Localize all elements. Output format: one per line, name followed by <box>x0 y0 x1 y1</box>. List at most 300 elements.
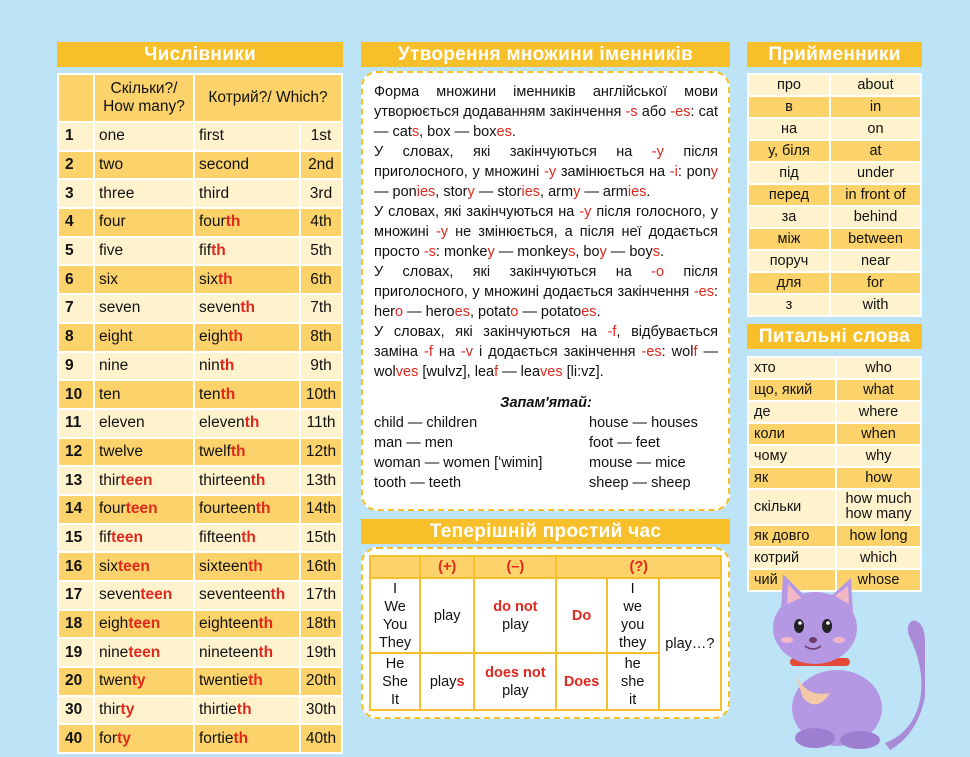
plural-text: . <box>596 304 601 320</box>
remember-table <box>374 413 718 493</box>
numeral-number: 4 <box>59 209 93 236</box>
plural-ending: ies <box>416 184 436 200</box>
ordinal-stem: four <box>199 213 226 231</box>
english-word: how long <box>837 526 920 546</box>
ps-negative-1 <box>474 578 556 653</box>
ordinal-stem: fif <box>199 242 212 260</box>
ordinal-suffix: th <box>241 528 256 546</box>
numeral-number: 30 <box>59 697 93 724</box>
ps-verb: play <box>502 616 529 633</box>
cardinal-stem: fif <box>99 528 112 546</box>
remember-row <box>374 433 718 453</box>
ps-negative-2 <box>474 653 556 710</box>
ps-positive-1: play <box>420 578 474 653</box>
remember-pair: child — children <box>374 415 478 431</box>
numeral-number: 7 <box>59 295 93 322</box>
numeral-short: 15th <box>301 525 341 552</box>
cardinal-stem: four <box>99 500 126 518</box>
numerals-title: Числівники <box>57 42 343 67</box>
ps-pronouns-plural <box>370 578 420 653</box>
numeral-row <box>59 639 341 666</box>
plural-ending: f <box>494 364 499 380</box>
cardinal-stem: eleven <box>99 414 145 432</box>
plural-ending: -es <box>670 104 691 120</box>
ordinal-stem: six <box>199 270 218 288</box>
ukrainian-word: де <box>749 402 835 422</box>
numeral-row <box>59 324 341 351</box>
numeral-short: 30th <box>301 697 341 724</box>
ordinal-stem: seventeen <box>199 586 271 604</box>
remember-row <box>374 473 718 493</box>
numeral-short: 6th <box>301 266 341 293</box>
ordinal-stem: thirteen <box>199 471 251 489</box>
plural-rule <box>374 142 718 202</box>
numeral-row <box>59 266 341 293</box>
remember-block <box>374 393 718 493</box>
plural-ending: -f <box>607 324 617 340</box>
prepositions-row <box>749 273 920 293</box>
question-words-row <box>749 424 920 444</box>
question-words-row <box>749 446 920 466</box>
ps-pron: She <box>382 673 408 690</box>
ordinal-stem: sixteen <box>199 557 249 575</box>
cardinal-stem: eight <box>99 328 133 346</box>
plural-text: — monkey <box>494 244 569 260</box>
remember-row <box>374 453 718 473</box>
ps-aux-q-2: Does <box>556 653 606 710</box>
english-word: at <box>831 141 920 161</box>
ps-qpronouns-1 <box>607 578 659 653</box>
numeral-ordinal <box>195 553 299 580</box>
plural-ending: o <box>394 304 404 320</box>
remember-title: Запам'ятай: <box>500 395 592 411</box>
english-word: why <box>837 446 920 466</box>
numeral-number: 19 <box>59 639 93 666</box>
ps-positive-2 <box>420 653 474 710</box>
cardinal-stem: six <box>99 557 118 575</box>
ukrainian-word: як довго <box>749 526 835 546</box>
plural-ending: -y <box>651 144 664 160</box>
cat-paw-right <box>840 731 880 749</box>
numeral-number: 9 <box>59 353 93 380</box>
ps-head-blank <box>370 556 420 578</box>
ps-ending: s <box>456 673 465 690</box>
numeral-row <box>59 180 341 207</box>
plural-ending: ves <box>540 364 563 380</box>
plural-ending: s <box>411 124 420 140</box>
numeral-cardinal <box>95 582 193 609</box>
numeral-cardinal <box>95 525 193 552</box>
cat-nose <box>809 637 817 643</box>
cat-eye-left <box>794 619 804 633</box>
ordinal-suffix: th <box>255 500 271 518</box>
numeral-cardinal <box>95 611 193 638</box>
plural-text: — wol <box>374 344 718 380</box>
numeral-row <box>59 209 341 236</box>
numeral-number: 17 <box>59 582 93 609</box>
cardinal-suffix: ty <box>120 701 135 719</box>
numeral-row <box>59 295 341 322</box>
cat-paw-left <box>795 728 835 748</box>
plural-ending: -s <box>423 244 436 260</box>
prepositions-table <box>747 73 922 317</box>
ps-qpronouns-2 <box>607 653 659 710</box>
ukrainian-word: під <box>749 163 829 183</box>
ordinal-stem: first <box>199 127 224 145</box>
present-simple-box <box>361 547 730 719</box>
numeral-cardinal <box>95 353 193 380</box>
remember-row <box>374 413 718 433</box>
numeral-cardinal <box>95 410 193 437</box>
numeral-cardinal <box>95 324 193 351</box>
ordinal-suffix: th <box>244 414 260 432</box>
plural-ending: s <box>652 244 660 260</box>
numeral-row <box>59 353 341 380</box>
numerals-table <box>57 73 343 754</box>
numeral-ordinal <box>195 611 299 638</box>
numeral-cardinal <box>95 238 193 265</box>
ordinal-suffix: th <box>248 557 263 575</box>
ps-aux-neg: do not <box>493 598 538 615</box>
ordinal-suffix: th <box>250 471 266 489</box>
cat-eye-right <box>822 619 832 633</box>
numeral-ordinal <box>195 238 299 265</box>
cardinal-suffix: teen <box>125 500 158 518</box>
ordinal-suffix: th <box>258 615 274 633</box>
ps-pron: I <box>393 580 398 597</box>
ordinal-suffix: th <box>258 643 274 661</box>
remember-pair: house — houses <box>589 415 698 431</box>
plural-ending: f <box>693 344 698 360</box>
numeral-short: 20th <box>301 668 341 695</box>
numeral-short: 12th <box>301 439 341 466</box>
plural-text: : her <box>374 284 718 320</box>
plural-rules-text <box>374 82 718 382</box>
numeral-number: 3 <box>59 180 93 207</box>
numeral-ordinal <box>195 295 299 322</box>
plural-text: — stor <box>474 184 522 200</box>
numeral-short: 17th <box>301 582 341 609</box>
plural-text: на <box>432 344 461 360</box>
numeral-ordinal <box>195 639 299 666</box>
ordinal-suffix: th <box>270 586 286 604</box>
ukrainian-word: поруч <box>749 251 829 271</box>
question-words-row <box>749 526 920 546</box>
cardinal-suffix: ty <box>131 672 146 690</box>
numeral-number: 1 <box>59 123 93 150</box>
plural-ending: es <box>496 124 512 140</box>
cardinal-suffix: teen <box>117 557 150 575</box>
numeral-cardinal <box>95 467 193 494</box>
plural-ending: ves <box>395 364 419 380</box>
cardinal-stem: nine <box>99 356 129 374</box>
numeral-row <box>59 152 341 179</box>
plural-ending: -y <box>435 224 449 240</box>
ordinal-stem: eleven <box>199 414 245 432</box>
numeral-short: 5th <box>301 238 341 265</box>
numerals-header-cardinal: Скільки?/ How many? <box>95 75 193 121</box>
cardinal-stem: three <box>99 184 135 202</box>
ukrainian-word: хто <box>749 358 835 378</box>
cardinal-stem: two <box>99 156 124 174</box>
numeral-number: 10 <box>59 381 93 408</box>
numeral-ordinal <box>195 209 299 236</box>
cat-illustration <box>765 568 925 750</box>
ordinal-suffix: th <box>230 442 246 460</box>
plural-text: . <box>646 184 651 200</box>
numeral-short: 14th <box>301 496 341 523</box>
numerals-header-ordinal: Котрий?/ Which? <box>195 75 341 121</box>
ordinal-stem: eighteen <box>199 615 259 633</box>
ps-verb: play <box>502 682 529 699</box>
plural-text: , відбувається заміна <box>374 324 719 360</box>
numeral-row <box>59 439 341 466</box>
numeral-number: 8 <box>59 324 93 351</box>
cardinal-stem: twen <box>99 672 132 690</box>
plural-ending: y <box>467 184 475 200</box>
cardinal-stem: nine <box>99 643 129 661</box>
numeral-short: 19th <box>301 639 341 666</box>
ps-qverb: play…? <box>659 578 721 710</box>
plural-text: . <box>511 124 516 140</box>
ordinal-suffix: th <box>236 701 252 719</box>
numeral-row <box>59 238 341 265</box>
remember-pair: man — men <box>374 435 453 451</box>
prepositions-row <box>749 185 920 205</box>
numeral-number: 2 <box>59 152 93 179</box>
plural-text: [li:vz]. <box>562 364 604 380</box>
present-simple-table <box>369 555 722 711</box>
plural-text: [wulvz], lea <box>418 364 495 380</box>
numeral-row <box>59 525 341 552</box>
numeral-ordinal <box>195 697 299 724</box>
english-word: in <box>831 97 920 117</box>
english-word: what <box>837 380 920 400</box>
plural-ending: -y <box>579 204 592 220</box>
ps-pron: We <box>384 598 406 615</box>
numeral-short: 11th <box>301 410 341 437</box>
english-word: how much how many <box>837 490 920 524</box>
question-words-title: Питальні слова <box>747 324 922 349</box>
ps-qpron: I <box>630 580 635 597</box>
plural-text: не змінюється, а після неї додається просто <box>374 224 719 260</box>
english-word: whose <box>837 570 920 590</box>
ps-aux-q-1: Do <box>556 578 606 653</box>
numeral-cardinal <box>95 295 193 322</box>
prepositions-row <box>749 141 920 161</box>
numeral-ordinal <box>195 439 299 466</box>
numeral-short: 40th <box>301 725 341 752</box>
ukrainian-word: за <box>749 207 829 227</box>
ps-qpron: we <box>623 598 642 615</box>
ordinal-stem: nin <box>199 356 220 374</box>
numeral-ordinal <box>195 582 299 609</box>
ordinal-suffix: th <box>220 385 236 403</box>
numeral-row <box>59 381 341 408</box>
plural-text: після голосного, у множині <box>374 204 719 240</box>
plural-text: У словах, які закінчуються на <box>374 204 580 220</box>
english-word: when <box>837 424 920 444</box>
english-word: between <box>831 229 920 249</box>
numeral-number: 6 <box>59 266 93 293</box>
plural-text: : cat — cat <box>374 104 718 140</box>
ps-head-positive: (+) <box>420 556 474 578</box>
prepositions-row <box>749 251 920 271</box>
question-words-table <box>747 356 922 592</box>
plural-ending: es <box>454 304 470 320</box>
question-words-row <box>749 358 920 378</box>
ordinal-suffix: th <box>219 356 235 374</box>
question-words-row <box>749 548 920 568</box>
ukrainian-word: як <box>749 468 835 488</box>
cardinal-stem: one <box>99 127 125 145</box>
prepositions-row <box>749 75 920 95</box>
prepositions-row <box>749 97 920 117</box>
plural-text: У словах, які закінчуються на <box>374 144 652 160</box>
plural-text: після приголосного, у множині <box>374 144 718 180</box>
numeral-cardinal <box>95 439 193 466</box>
ordinal-stem: thirtie <box>199 701 237 719</box>
numeral-number: 5 <box>59 238 93 265</box>
cardinal-suffix: teen <box>140 586 173 604</box>
remember-pair: tooth — teeth <box>374 475 462 491</box>
plural-text: — potato <box>518 304 582 320</box>
ordinal-stem: fortie <box>199 729 234 747</box>
numeral-number: 12 <box>59 439 93 466</box>
numeral-number: 40 <box>59 725 93 752</box>
numeral-cardinal <box>95 381 193 408</box>
english-word: behind <box>831 207 920 227</box>
ukrainian-word: про <box>749 75 829 95</box>
numerals-header-blank <box>59 75 93 121</box>
cardinal-suffix: teen <box>128 615 161 633</box>
numeral-cardinal <box>95 209 193 236</box>
numeral-ordinal <box>195 496 299 523</box>
numeral-cardinal <box>95 553 193 580</box>
plural-ending: es <box>581 304 597 320</box>
numeral-short: 16th <box>301 553 341 580</box>
numeral-ordinal <box>195 725 299 752</box>
numeral-number: 15 <box>59 525 93 552</box>
question-words-row <box>749 468 920 488</box>
cardinal-stem: twelve <box>99 442 143 460</box>
plural-ending: -v <box>460 344 474 360</box>
plural-ending: ies <box>627 184 647 200</box>
question-words-row <box>749 490 920 524</box>
numeral-ordinal <box>195 123 299 150</box>
ukrainian-word: для <box>749 273 829 293</box>
numeral-number: 20 <box>59 668 93 695</box>
numeral-short: 13th <box>301 467 341 494</box>
cardinal-stem: six <box>99 270 118 288</box>
plural-ending: y <box>710 164 719 180</box>
ps-pron: It <box>391 691 400 708</box>
cardinal-stem: five <box>99 242 124 260</box>
prepositions-title: Прийменники <box>747 42 922 67</box>
numeral-cardinal <box>95 180 193 207</box>
numeral-cardinal <box>95 123 193 150</box>
numeral-short: 4th <box>301 209 341 236</box>
ps-head-negative: (–) <box>474 556 556 578</box>
plural-text: , stor <box>435 184 468 200</box>
plural-ending: y <box>599 244 607 260</box>
numeral-row <box>59 410 341 437</box>
ordinal-suffix: th <box>240 299 256 317</box>
english-word: under <box>831 163 920 183</box>
plural-rule <box>374 202 718 262</box>
ukrainian-word: на <box>749 119 829 139</box>
plural-ending: -es <box>641 344 662 360</box>
ordinal-suffix: th <box>233 729 249 747</box>
ordinal-stem: nineteen <box>199 643 259 661</box>
ordinal-suffix: th <box>248 672 263 690</box>
plural-ending: -f <box>423 344 433 360</box>
cardinal-stem: four <box>99 213 126 231</box>
numeral-short: 8th <box>301 324 341 351</box>
numeral-row <box>59 668 341 695</box>
numeral-ordinal <box>195 467 299 494</box>
ordinal-stem: second <box>199 156 249 174</box>
numeral-short: 18th <box>301 611 341 638</box>
ukrainian-word: з <box>749 295 829 315</box>
plural-rules-box <box>361 71 730 511</box>
cardinal-suffix: teen <box>128 643 161 661</box>
numeral-cardinal <box>95 152 193 179</box>
plural-text: : monke <box>435 244 488 260</box>
plural-ending: -s <box>625 104 638 120</box>
ordinal-stem: twelf <box>199 442 231 460</box>
numeral-ordinal <box>195 410 299 437</box>
numeral-cardinal <box>95 496 193 523</box>
cardinal-stem: seven <box>99 586 141 604</box>
plural-ending: -i <box>669 164 678 180</box>
plural-text: — hero <box>403 304 455 320</box>
plural-text: . <box>659 244 664 260</box>
plural-text: Форма множини іменників англійської мови утворюється додаванням закінчення <box>374 84 718 120</box>
numeral-row <box>59 123 341 150</box>
numeral-cardinal <box>95 725 193 752</box>
ps-pron: He <box>385 655 405 672</box>
numeral-short: 2nd <box>301 152 341 179</box>
plural-text: і додається закінчення <box>473 344 642 360</box>
ukrainian-word: що, який <box>749 380 835 400</box>
english-word: which <box>837 548 920 568</box>
plural-text: — lea <box>498 364 541 380</box>
numeral-short: 7th <box>301 295 341 322</box>
english-word: where <box>837 402 920 422</box>
numeral-number: 16 <box>59 553 93 580</box>
prepositions-row <box>749 295 920 315</box>
ps-qpron: you <box>620 616 645 633</box>
ps-qpron: it <box>629 691 637 708</box>
numeral-row <box>59 582 341 609</box>
plural-ending: -y <box>544 164 557 180</box>
ps-pronouns-singular <box>370 653 420 710</box>
ukrainian-word: чий <box>749 570 835 590</box>
cardinal-stem: for <box>99 729 118 747</box>
plural-ending: y <box>487 244 495 260</box>
numeral-number: 13 <box>59 467 93 494</box>
numeral-ordinal <box>195 180 299 207</box>
cardinal-stem: eigh <box>99 615 129 633</box>
english-word: how <box>837 468 920 488</box>
prepositions-row <box>749 163 920 183</box>
plural-rule <box>374 262 718 322</box>
numeral-row <box>59 553 341 580</box>
numeral-number: 11 <box>59 410 93 437</box>
ukrainian-word: в <box>749 97 829 117</box>
plural-text: — pon <box>374 184 417 200</box>
